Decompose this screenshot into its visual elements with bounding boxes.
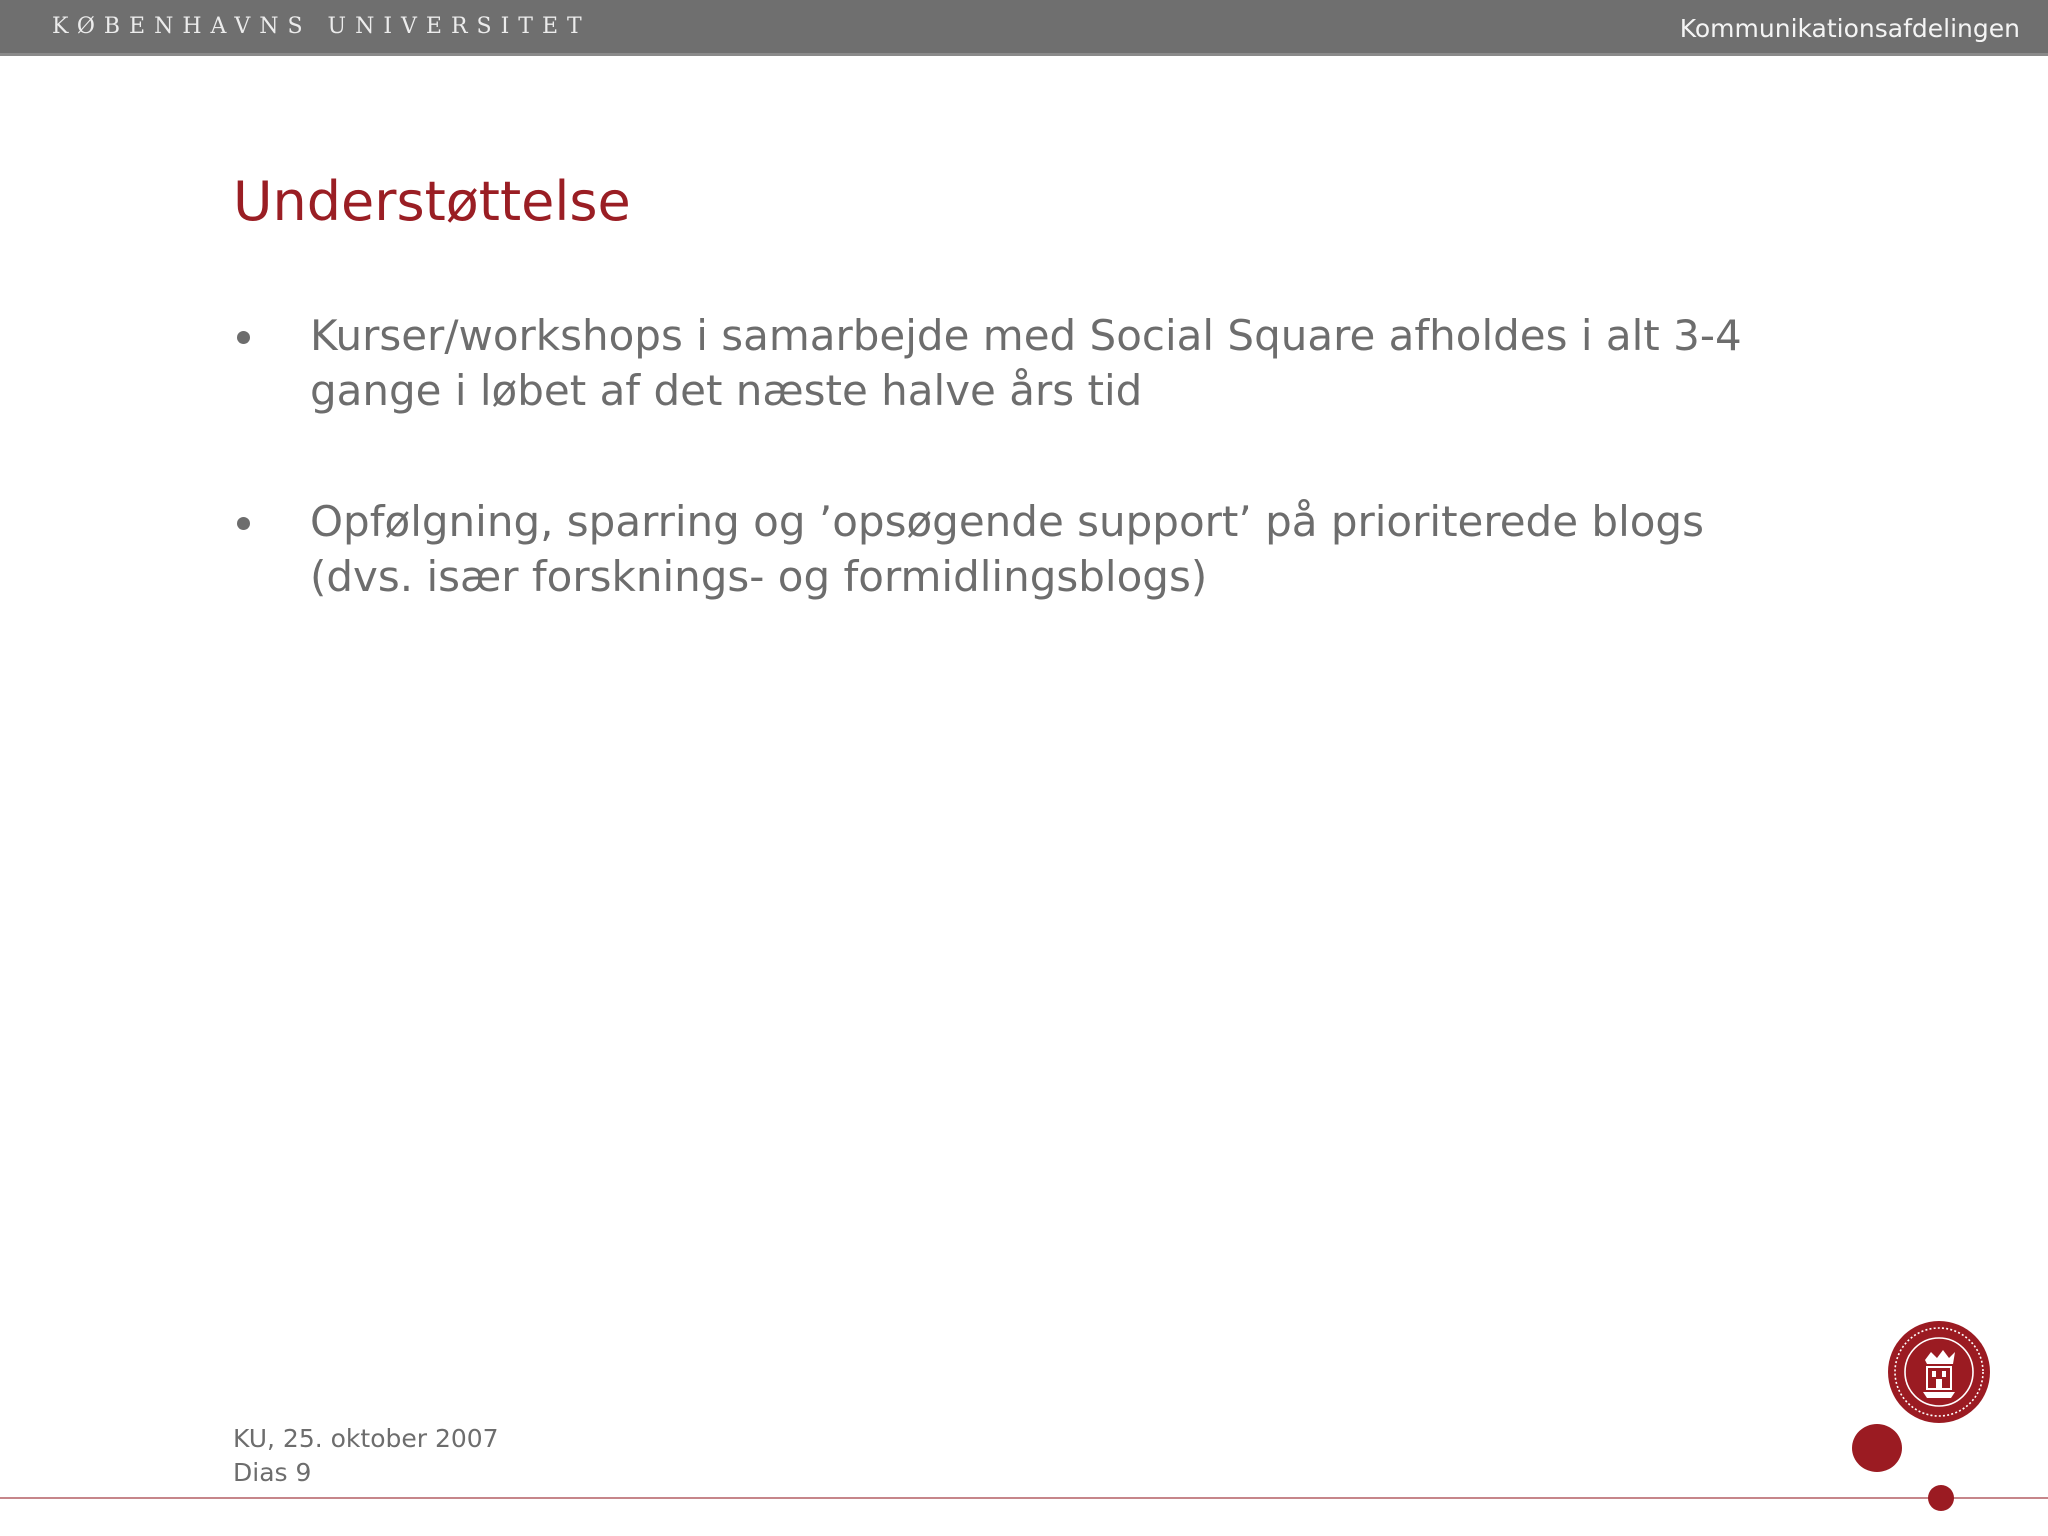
bullet-list — [233, 308, 1753, 680]
bullet-item — [233, 494, 1753, 604]
slide-title: Understøttelse — [233, 170, 631, 233]
bullet-icon — [237, 331, 250, 344]
decorative-dot-large — [1852, 1424, 1902, 1472]
slide-number: Dias 9 — [233, 1458, 312, 1487]
footer-date: KU, 25. oktober 2007 — [233, 1424, 499, 1453]
header-bar — [0, 0, 2048, 56]
bullet-text: Opfølgning, sparring og ’opsøgende support’ på prioriterede blogs (dvs. især forsknings- og formidlingsblogs) — [310, 497, 1704, 601]
university-name: KØBENHAVNS UNIVERSITET — [52, 14, 591, 39]
bullet-icon — [237, 517, 250, 530]
footer-info — [233, 1422, 499, 1490]
decorative-dot-small — [1928, 1485, 1954, 1511]
university-seal-icon — [1887, 1320, 1991, 1424]
department-name: Kommunikationsafdelingen — [1679, 14, 2020, 43]
footer-divider — [0, 1497, 2048, 1499]
bullet-item — [233, 308, 1753, 418]
bullet-text: Kurser/workshops i samarbejde med Social Square afholdes i alt 3-4 gange i løbet af det næste halve års tid — [310, 311, 1742, 415]
